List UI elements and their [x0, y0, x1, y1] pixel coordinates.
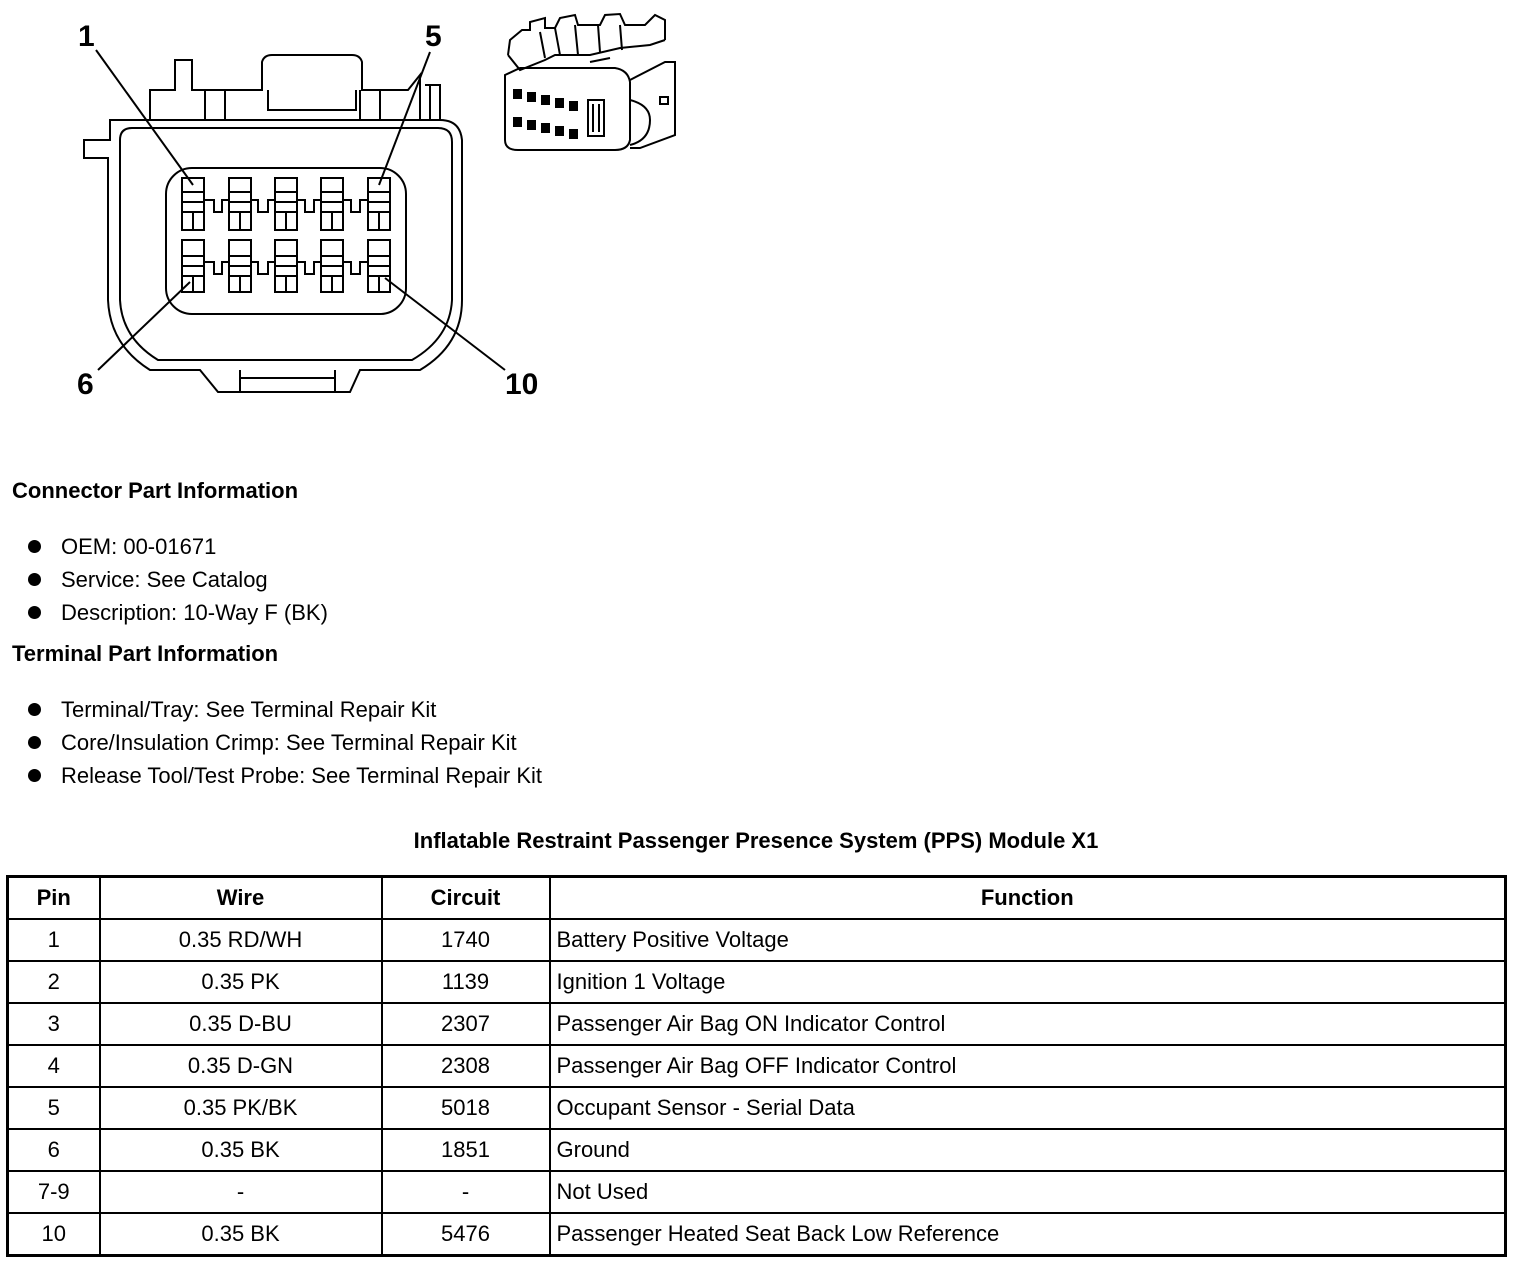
pin-cell: 2: [8, 961, 100, 1003]
leader-line-pin1: [96, 50, 193, 185]
bullet-icon: [28, 573, 41, 586]
terminal-part-info-list: [28, 693, 542, 792]
list-item: Terminal/Tray: See Terminal Repair Kit: [28, 693, 542, 726]
column-header-circuit: Circuit: [382, 877, 550, 920]
list-item: Core/Insulation Crimp: See Terminal Repair Kit: [28, 726, 542, 759]
column-header-wire: Wire: [100, 877, 382, 920]
circuit-cell: -: [382, 1171, 550, 1213]
connector-part-info-list: [28, 530, 328, 629]
circuit-cell: 5476: [382, 1213, 550, 1256]
top-row-terminals: [182, 178, 390, 230]
pin-cell: 1: [8, 919, 100, 961]
list-item: OEM: 00-01671: [28, 530, 328, 563]
list-item: Release Tool/Test Probe: See Terminal Repair Kit: [28, 759, 542, 792]
wire-cell: 0.35 PK: [100, 961, 382, 1003]
pin-cell: 6: [8, 1129, 100, 1171]
bullet-icon: [28, 736, 41, 749]
function-cell: Occupant Sensor - Serial Data: [550, 1087, 1506, 1129]
connector-face-view: [0, 0, 700, 420]
column-header-function: Function: [550, 877, 1506, 920]
list-item: Service: See Catalog: [28, 563, 328, 596]
connector-part-info-heading: Connector Part Information: [12, 478, 299, 503]
table-header-row: [8, 877, 1506, 920]
terminal-part-info-heading: Terminal Part Information: [12, 641, 279, 666]
connector-isometric-view: [505, 14, 675, 150]
pin-callout-5: 5: [425, 20, 442, 53]
wire-cell: 0.35 BK: [100, 1213, 382, 1256]
pin-cell: 10: [8, 1213, 100, 1256]
circuit-cell: 2308: [382, 1045, 550, 1087]
bullet-icon: [28, 703, 41, 716]
function-cell: Passenger Air Bag ON Indicator Control: [550, 1003, 1506, 1045]
connector-diagram: [0, 0, 700, 420]
table-row: [8, 961, 1506, 1003]
bullet-icon: [28, 540, 41, 553]
table-row: [8, 1129, 1506, 1171]
leader-line-pin6: [98, 282, 190, 370]
function-cell: Ground: [550, 1129, 1506, 1171]
leader-line-pin5: [379, 52, 430, 185]
circuit-cell: 5018: [382, 1087, 550, 1129]
function-cell: Passenger Air Bag OFF Indicator Control: [550, 1045, 1506, 1087]
pin-cell: 7-9: [8, 1171, 100, 1213]
column-header-pin: Pin: [8, 877, 100, 920]
wire-cell: 0.35 D-BU: [100, 1003, 382, 1045]
pinout-table-title: Inflatable Restraint Passenger Presence System (PPS) Module X1: [413, 828, 1099, 853]
wire-cell: -: [100, 1171, 382, 1213]
pin-cell: 3: [8, 1003, 100, 1045]
list-item: Description: 10-Way F (BK): [28, 596, 328, 629]
function-cell: Not Used: [550, 1171, 1506, 1213]
wire-cell: 0.35 BK: [100, 1129, 382, 1171]
bullet-icon: [28, 606, 41, 619]
pinout-table: [6, 875, 1507, 1257]
bullet-icon: [28, 769, 41, 782]
pin-callout-1: 1: [78, 20, 95, 53]
table-row: [8, 919, 1506, 961]
table-row: [8, 1045, 1506, 1087]
circuit-cell: 1851: [382, 1129, 550, 1171]
table-row: [8, 1003, 1506, 1045]
wire-cell: 0.35 PK/BK: [100, 1087, 382, 1129]
circuit-cell: 2307: [382, 1003, 550, 1045]
pin-cell: 5: [8, 1087, 100, 1129]
table-row: [8, 1171, 1506, 1213]
wire-cell: 0.35 D-GN: [100, 1045, 382, 1087]
function-cell: Battery Positive Voltage: [550, 919, 1506, 961]
pin-cell: 4: [8, 1045, 100, 1087]
pin-callout-10: 10: [505, 368, 539, 401]
bottom-row-terminals: [182, 240, 390, 292]
table-row: [8, 1087, 1506, 1129]
function-cell: Passenger Heated Seat Back Low Reference: [550, 1213, 1506, 1256]
leader-line-pin10: [385, 278, 505, 370]
function-cell: Ignition 1 Voltage: [550, 961, 1506, 1003]
table-row: [8, 1213, 1506, 1256]
pin-callout-6: 6: [77, 368, 94, 401]
circuit-cell: 1139: [382, 961, 550, 1003]
wire-cell: 0.35 RD/WH: [100, 919, 382, 961]
circuit-cell: 1740: [382, 919, 550, 961]
